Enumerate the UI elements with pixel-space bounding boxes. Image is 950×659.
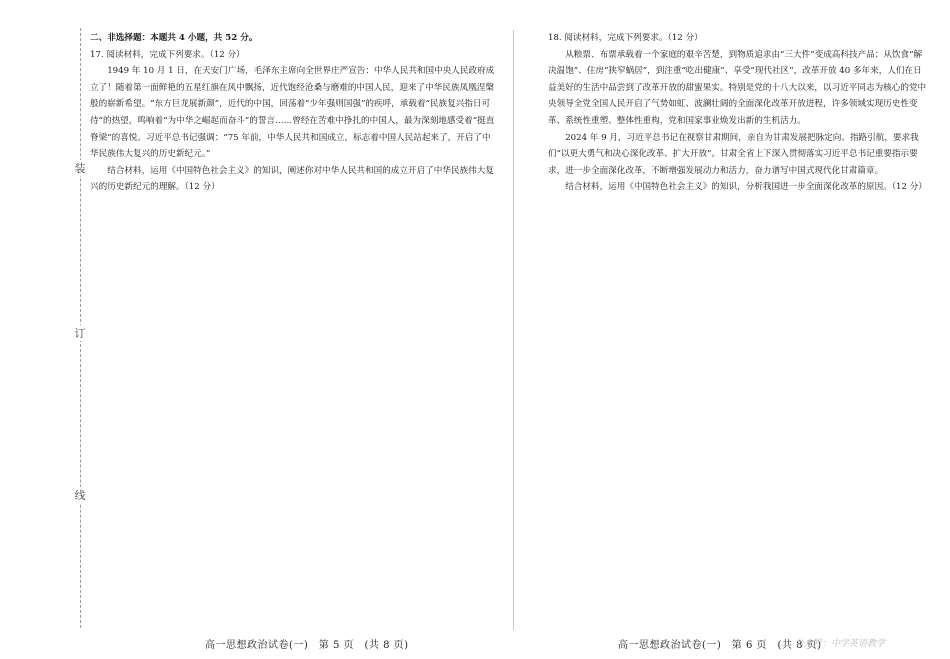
- question-18-task: 结合材料，运用《中国特色社会主义》的知识，分析我国进一步全面深化改革的原因。（12 分）: [565, 182, 927, 193]
- binding-mark-xian: 线: [74, 489, 86, 502]
- binding-mark-ding: 订: [74, 327, 86, 340]
- watermark: 公众号：中学英语教学: [795, 639, 886, 649]
- footer-left: 高一思想政治试卷(一) 第 5 页 (共 8 页): [205, 640, 409, 651]
- question-17-material: 1949 年 10 月 1 日，在天安门广场，毛泽东主席向全世界庄严宣告：中华人民共和国中央人民政府成立了！随着第一面鲜艳的五星红旗在风中飘扬，近代饱经沧桑与磨难的中国人民，迎来了中华民族凤凰涅槃般的崭新希望。“东方巨龙展新颜”，近代的中国，回荡着“少年强则国强”的疾呼，承载着“民族复兴指日可待”的热望，鸣响着“为中华之崛起而奋斗”的誓言……曾经在苦难中挣扎的中国人，最为深刻地感受着“挺直脊梁”的喜悦。习近平总书记强调：“75 年前，中华人民共和国成立，标志着中国人民站起来了，开启了中华民族伟大复兴的历史新纪元。”: [90, 66, 495, 160]
- question-18-title: 18. 阅读材料，完成下列要求。（12 分）: [548, 33, 703, 43]
- page-divider: [513, 30, 514, 630]
- left-column: [90, 30, 495, 196]
- right-column: [548, 30, 930, 196]
- binding-mark-zhuang: 装: [74, 162, 86, 175]
- question-17-task: 结合材料，运用《中国特色社会主义》的知识，阐述你对中华人民共和国的成立开启了中华民族伟大复兴的历史新纪元的理解。（12 分）: [90, 165, 494, 193]
- question-18-paragraph-2: 2024 年 9 月，习近平总书记在视察甘肃期间，亲自为甘肃发展把脉定向、指路引航，要求我们“以更大勇气和决心深化改革、扩大开放”。甘肃全省上下深入贯彻落实习近平总书记重要指示要求，进一步全面深化改革，不断增强发展动力和活力，奋力谱写中国式现代化甘肃篇章。: [548, 132, 919, 176]
- question-17-title: 17. 阅读材料，完成下列要求。（12 分）: [90, 49, 245, 60]
- section-title: 二、非选择题：本题共 4 小题，共 52 分。: [90, 33, 258, 43]
- question-18-paragraph-1: 从粮票、布票承载着一个家庭的艰辛苦楚，到物质追求由“三大件”变成高科技产品；从饮食“解决温饱”、住房“狭窄蜗居”，到注重“吃出健康”、享受“现代社区”，改革开放 40 多年来，人们在日益美好的生活中品尝到了改革开放的甜蜜果实。特别是党的十八大以来，以习近平同志为核心的党中央领导全党全国人民开启了气势如虹、波澜壮阔的全面深化改革开放进程，许多领域实现历史性变革、系统性重塑、整体性重构，党和国家事业焕发出新的生机活力。: [548, 49, 927, 126]
- footer-right: 高一思想政治试卷(一) 第 6 页 (共 8 页): [618, 640, 822, 651]
